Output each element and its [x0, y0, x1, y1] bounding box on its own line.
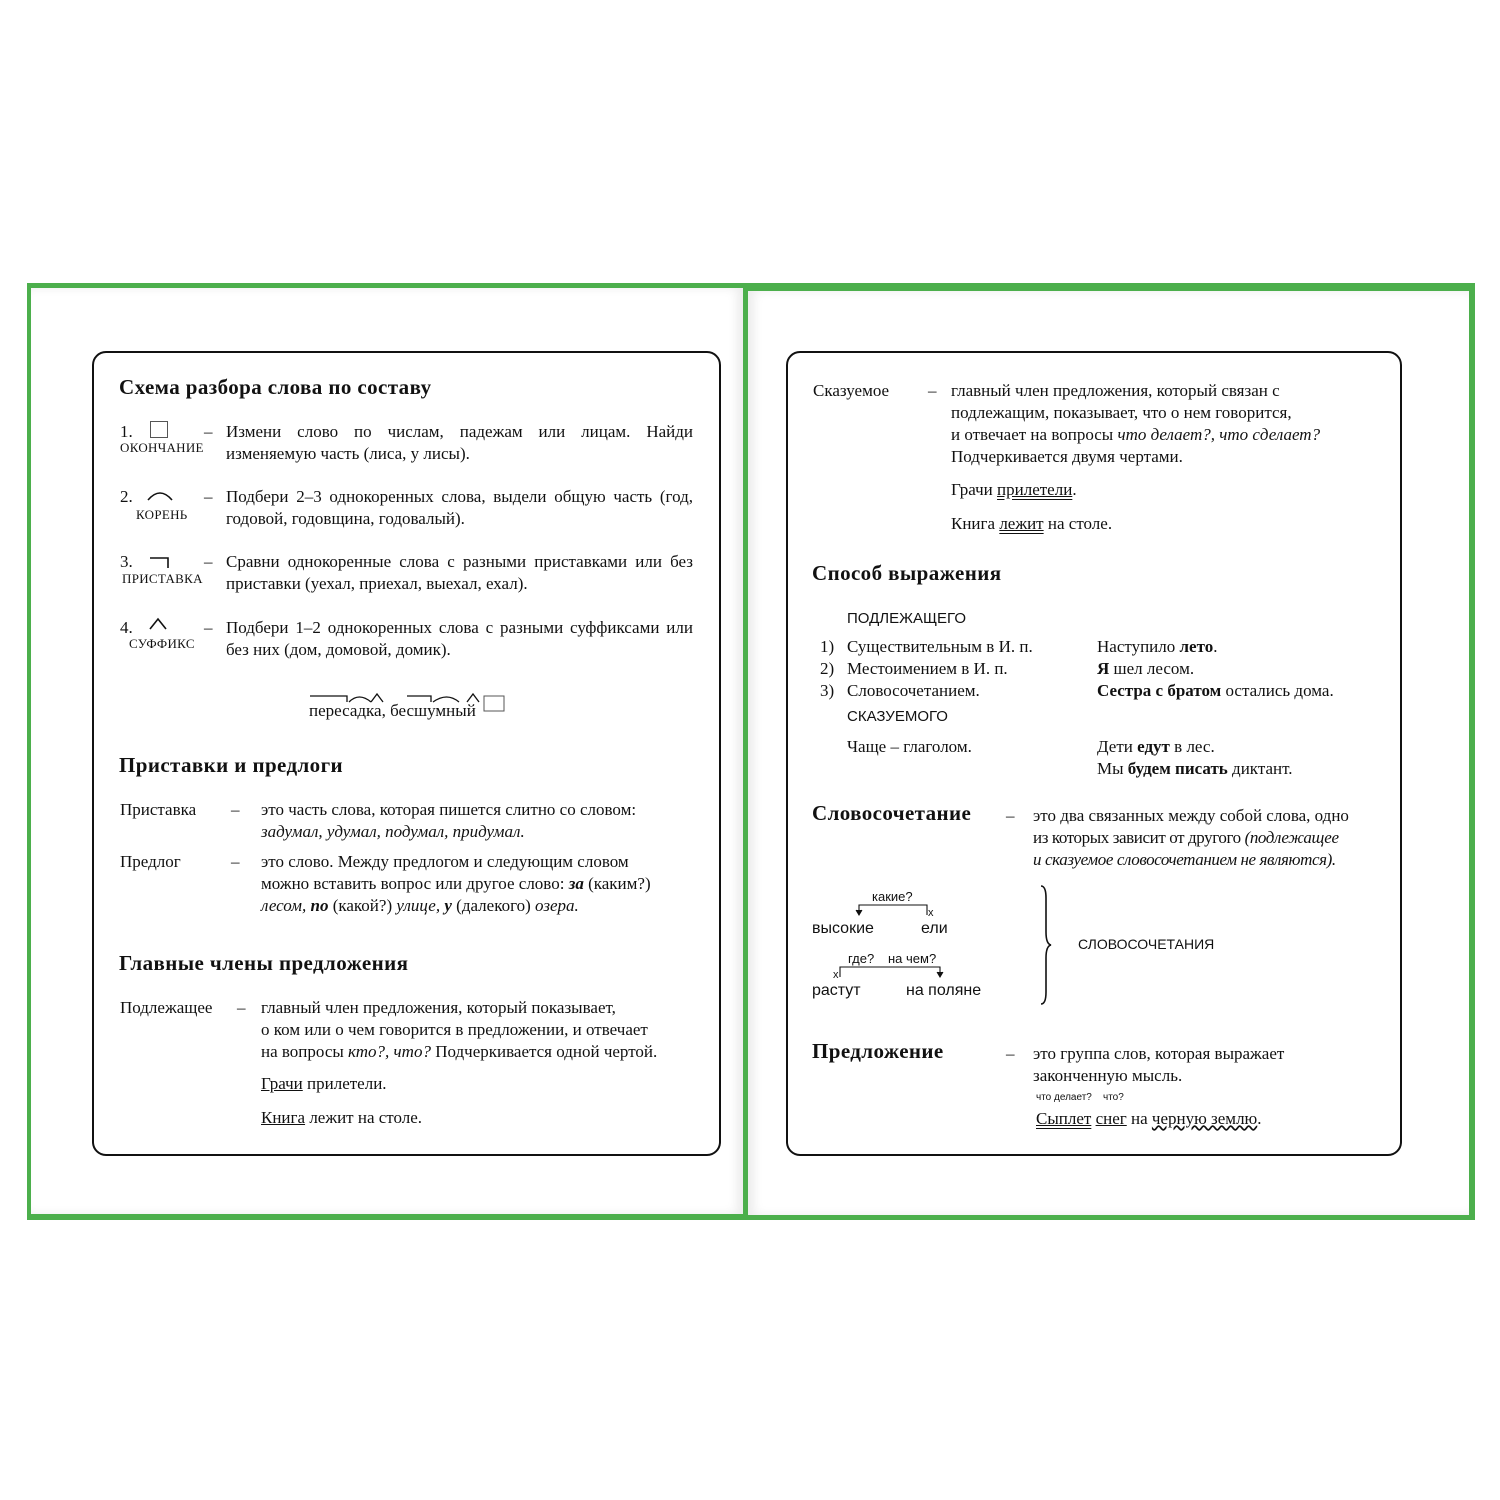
head-mark: x — [833, 969, 839, 981]
item-number: 3. — [120, 552, 133, 571]
subject-heading: ПОДЛЕЖАЩЕГО — [847, 610, 966, 627]
suffix-label: СУФФИКС — [129, 636, 195, 651]
row-example: Наступило лето. — [1097, 637, 1218, 656]
predicate-definition-line2: подлежащим, показывает, что о нем говорится, — [951, 403, 1292, 422]
subject-example-1: Грачи прилетели. — [261, 1074, 387, 1093]
question-label: что делает? — [1036, 1092, 1092, 1103]
row-example: Сестра с братом остались дома. — [1097, 681, 1334, 700]
arc-icon — [146, 490, 174, 502]
dash: – — [204, 487, 213, 506]
sentence-definition: это группа слов, которая выражает — [1033, 1044, 1285, 1063]
phrase-definition-line3: и сказуемое словосочетанием не являются). — [1033, 850, 1336, 869]
predicate-example-2: Книга лежит на столе. — [951, 514, 1113, 533]
predicate-definition-line3: и отвечает на вопросы что делает?, что сделает? — [951, 425, 1321, 444]
predicate-example-verb: Дети едут в лес. — [1097, 737, 1215, 756]
dash: – — [204, 618, 213, 637]
row-number: 2) — [820, 659, 835, 678]
section-title-word-analysis: Схема разбора слова по составу — [119, 375, 432, 399]
dependency-arrow-icon — [836, 961, 948, 981]
dash: – — [231, 800, 240, 819]
question-label: что? — [1103, 1092, 1124, 1103]
predicate-way: Чаще – глаголом. — [847, 737, 972, 756]
row-number: 3) — [820, 681, 835, 700]
morpheme-example: пересадка, бесшумный — [309, 701, 476, 720]
preposition-examples: лесом, по (какой?) улице, у (далекого) озера. — [261, 896, 579, 915]
term-preposition: Предлог — [120, 852, 181, 871]
dash: – — [204, 422, 213, 441]
subject-definition: главный член предложения, который показывает, — [261, 998, 616, 1017]
subject-definition-line3: на вопросы кто?, что? Подчеркивается одной чертой. — [261, 1042, 658, 1061]
phrase-word: высокие — [812, 920, 874, 937]
subject-example-2: Книга лежит на столе. — [261, 1108, 423, 1127]
section-title-sentence: Предложение — [812, 1039, 944, 1063]
item-text: Подбери 1–2 однокоренных слова с разными суффиксами или без них (дом, домовой, домик). — [226, 618, 693, 659]
prefix-definition: это часть слова, которая пишется слитно со словом: — [261, 800, 637, 819]
item-text: Измени слово по числам, падежам или лицам. Найди изменяемую часть (лиса, у лисы). — [226, 422, 693, 463]
question-label: на чем? — [888, 951, 937, 966]
root-label: КОРЕНЬ — [136, 507, 188, 522]
sentence-definition-line2: законченную мысль. — [1033, 1066, 1183, 1085]
dash: – — [237, 998, 246, 1017]
row-way: Словосочетанием. — [847, 681, 980, 700]
prefix-label: ПРИСТАВКА — [122, 571, 203, 586]
preposition-definition: это слово. Между предлогом и следующим словом — [261, 852, 629, 871]
term-subject: Подлежащее — [120, 998, 213, 1017]
predicate-definition: главный член предложения, который связан с — [951, 381, 1280, 400]
phrase-word: на поляне — [906, 982, 982, 999]
predicate-heading: СКАЗУЕМОГО — [847, 708, 948, 725]
dash: – — [231, 852, 240, 871]
row-way: Существительным в И. п. — [847, 637, 1033, 656]
subject-definition-line2: о ком или о чем говорится в предложении, и отвечает — [261, 1020, 648, 1039]
brace-icon — [1038, 884, 1054, 1006]
row-way: Местоимением в И. п. — [847, 659, 1008, 678]
item-number: 2. — [120, 487, 133, 506]
prefix-examples: задумал, удумал, подумал, придумал. — [261, 822, 525, 841]
section-title-prefixes: Приставки и предлоги — [119, 753, 344, 777]
dash: – — [928, 381, 937, 400]
predicate-example-1: Грачи прилетели. — [951, 480, 1077, 499]
item-text: Подбери 2–3 однокоренных слова, выдели общую часть (год, годовой, годовщина, годовалый). — [226, 487, 693, 528]
section-title-expression: Способ выражения — [812, 561, 1002, 585]
dash: – — [1006, 806, 1015, 825]
sentence-example: Сыплет снег на черную землю. — [1036, 1109, 1262, 1128]
phrase-definition: это два связанных между собой слова, одно — [1033, 806, 1349, 825]
phrase-word: растут — [812, 982, 861, 999]
term-prefix: Приставка — [120, 800, 197, 819]
predicate-definition-line4: Подчеркивается двумя чертами. — [951, 447, 1183, 466]
section-title-phrase: Словосочетание — [812, 801, 972, 825]
item-text: Сравни однокоренные слова с разными приставками или без приставки (уехал, приехал, выехал, ехал). — [226, 552, 693, 593]
caret-icon — [148, 617, 170, 631]
section-title-main-members: Главные члены предложения — [119, 951, 409, 975]
ending-label: ОКОНЧАНИЕ — [120, 440, 204, 455]
corner-icon — [148, 556, 172, 570]
dependency-arrow-icon — [855, 899, 935, 919]
phrases-label: СЛОВОСОЧЕТАНИЯ — [1078, 936, 1215, 952]
question-label: какие? — [872, 889, 913, 904]
dash: – — [204, 552, 213, 571]
head-mark: x — [928, 907, 934, 919]
predicate-example-compound: Мы будем писать диктант. — [1097, 759, 1293, 778]
preposition-definition-line2: можно вставить вопрос или другое слово: за (каким?) — [261, 874, 651, 893]
phrase-definition-line2: из которых зависит от другого (подлежащее — [1033, 828, 1339, 847]
dash: – — [1006, 1044, 1015, 1063]
row-example: Я шел лесом. — [1097, 659, 1195, 678]
morpheme-marks-icon — [309, 690, 509, 704]
item-number: 1. — [120, 422, 133, 441]
square-icon — [150, 421, 168, 438]
phrase-word: ели — [921, 920, 948, 937]
row-number: 1) — [820, 637, 835, 656]
term-predicate: Сказуемое — [813, 381, 890, 400]
question-label: где? — [848, 951, 875, 966]
item-number: 4. — [120, 618, 133, 637]
